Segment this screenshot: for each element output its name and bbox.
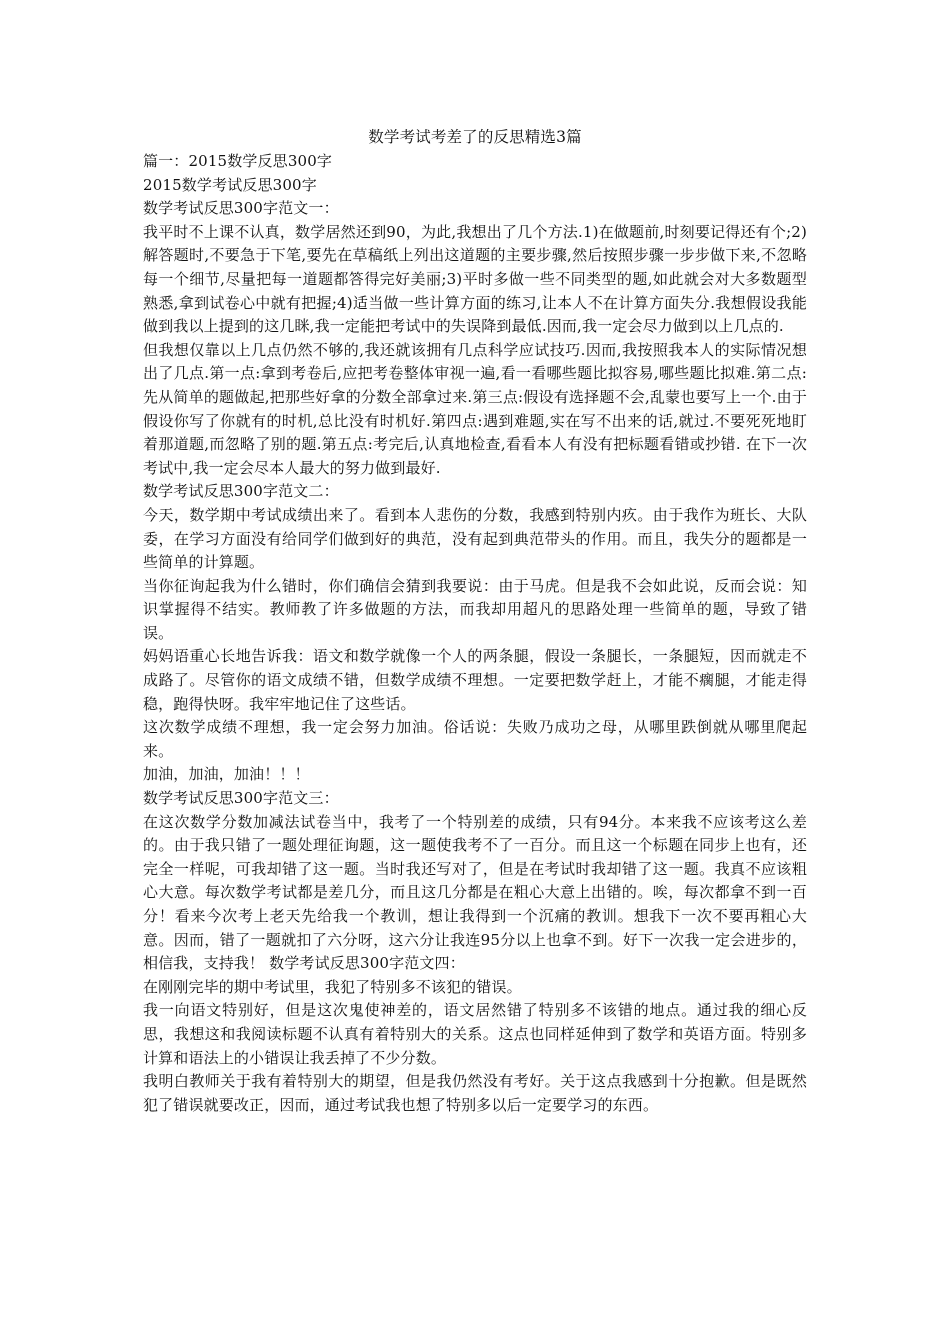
paragraph-body: 在这次数学分数加减法试卷当中，我考了一个特别差的成绩，只有94分。本来我不应该考这么差的。由于我只错了一题处理征询题，这一题使我考不了一百分。而且这一个标题在同步上也有，还完全一样呢，可我却错了这一题。当时我还写对了，但是在考试时我却错了这一题。我真不应该粗心大意。每次数学考试都是差几分，而且这几分都是在粗心大意上出错的。唉，每次都拿不到一百分！看来今次考上老天先给我一个教训，想让我得到一个沉痛的教训。想我下一次不要再粗心大意。因而，错了一题就扣了六分呀，这六分让我连95分以上也拿不到。好下一次我一定会进步的，相信我，支持我！ 数学考试反思300字范文四： xyxy=(143,812,807,973)
paragraph-body: 当你征询起我为什么错时，你们确信会猜到我要说：由于马虎。但是我不会如此说，反而会说：知识掌握得不结实。教师教了许多做题的方法，而我却用超凡的思路处理一些简单的题，导致了错误。 xyxy=(143,576,807,642)
paragraph-heading-sample-three: 数学考试反思300字范文三： xyxy=(143,789,339,808)
paragraph-body: 今天，数学期中考试成绩出来了。看到本人悲伤的分数，我感到特别内疚。由于我作为班长、大队委，在学习方面没有给同学们做到好的典范，没有起到典范带头的作用。而且，我失分的题都是一些简单的计算题。 xyxy=(143,505,807,572)
paragraph-heading-sample-one: 数学考试反思300字范文一： xyxy=(143,199,339,218)
paragraph-body: 但我想仅靠以上几点仍然不够的,我还就该拥有几点科学应试技巧.因而,我按照我本人的实际情况想出了几点.第一点:拿到考卷后,应把考卷整体审视一遍,看一看哪些题比拟容易,哪些题比拟难.第二点:先从简单的题做起,把那些好拿的分数全部拿过来.第三点:假设有选择题不会,乱蒙也要写上一个.由于假设你写了你就有的时机,总比没有时机好.第四点:遇到难题,实在写不出来的话,就过.不要死死地盯着那道题,而忽略了别的题.第五点:考完后,认真地检查,看看本人有没有把标题看错或抄错. 在下一次考试中,我一定会尽本人最大的努力做到最好. xyxy=(143,340,807,477)
paragraph-body: 这次数学成绩不理想，我一定会努力加油。俗话说：失败乃成功之母，从哪里跌倒就从哪里爬起来。 xyxy=(143,718,807,760)
paragraph-body: 我平时不上课不认真，数学居然还到90，为此,我想出了几个方法.1)在做题前,时刻要记得还有个;2)解答题时,不要急于下笔,要先在草稿纸上列出这道题的主要步骤,然后按照步骤一步步做下来,不忽略每一个细节,尽量把每一道题都答得完好美丽;3)平时多做一些不同类型的题,如此就会对大多数题型熟悉,拿到试卷心中就有把握;4)适当做一些计算方面的练习,让本人不在计算方面失分.我想假设我能做到我以上提到的这几眯,我一定能把考试中的失误降到最低.因而,我一定会尽力做到以上几点的. xyxy=(143,222,807,336)
paragraph-heading-part-one: 篇一：2015数学反思300字 xyxy=(143,152,333,170)
paragraph-body: 我明白教师关于我有着特别大的期望，但是我仍然没有考好。关于这点我感到十分抱歉。但是既然犯了错误就要改正，因而，通过考试我也想了特别多以后一定要学习的东西。 xyxy=(143,1072,807,1114)
document-body xyxy=(143,126,807,1117)
paragraph-subtitle: 2015数学考试反思300字 xyxy=(143,175,317,194)
document-title: 数学考试考差了的反思精选3篇 xyxy=(368,128,582,146)
paragraph-body: 加油，加油，加油！！！ xyxy=(143,765,310,784)
paragraph-body: 在刚刚完毕的期中考试里，我犯了特别多不该犯的错误。 xyxy=(143,977,522,996)
paragraph-heading-sample-two: 数学考试反思300字范文二： xyxy=(143,482,339,501)
paragraph-body: 妈妈语重心长地告诉我：语文和数学就像一个人的两条腿，假设一条腿长，一条腿短，因而就走不成路了。尽管你的语文成绩不错，但数学成绩不理想。一定要把数学赶上，才能不瘸腿，才能走得稳，跑得快呀。我牢牢地记住了这些话。 xyxy=(143,647,807,713)
paragraph-body: 我一向语文特别好，但是这次鬼使神差的，语文居然错了特别多不该错的地点。通过我的细心反思，我想这和我阅读标题不认真有着特别大的关系。这点也同样延伸到了数学和英语方面。特别多计算和语法上的小错误让我丢掉了不少分数。 xyxy=(143,1001,807,1067)
